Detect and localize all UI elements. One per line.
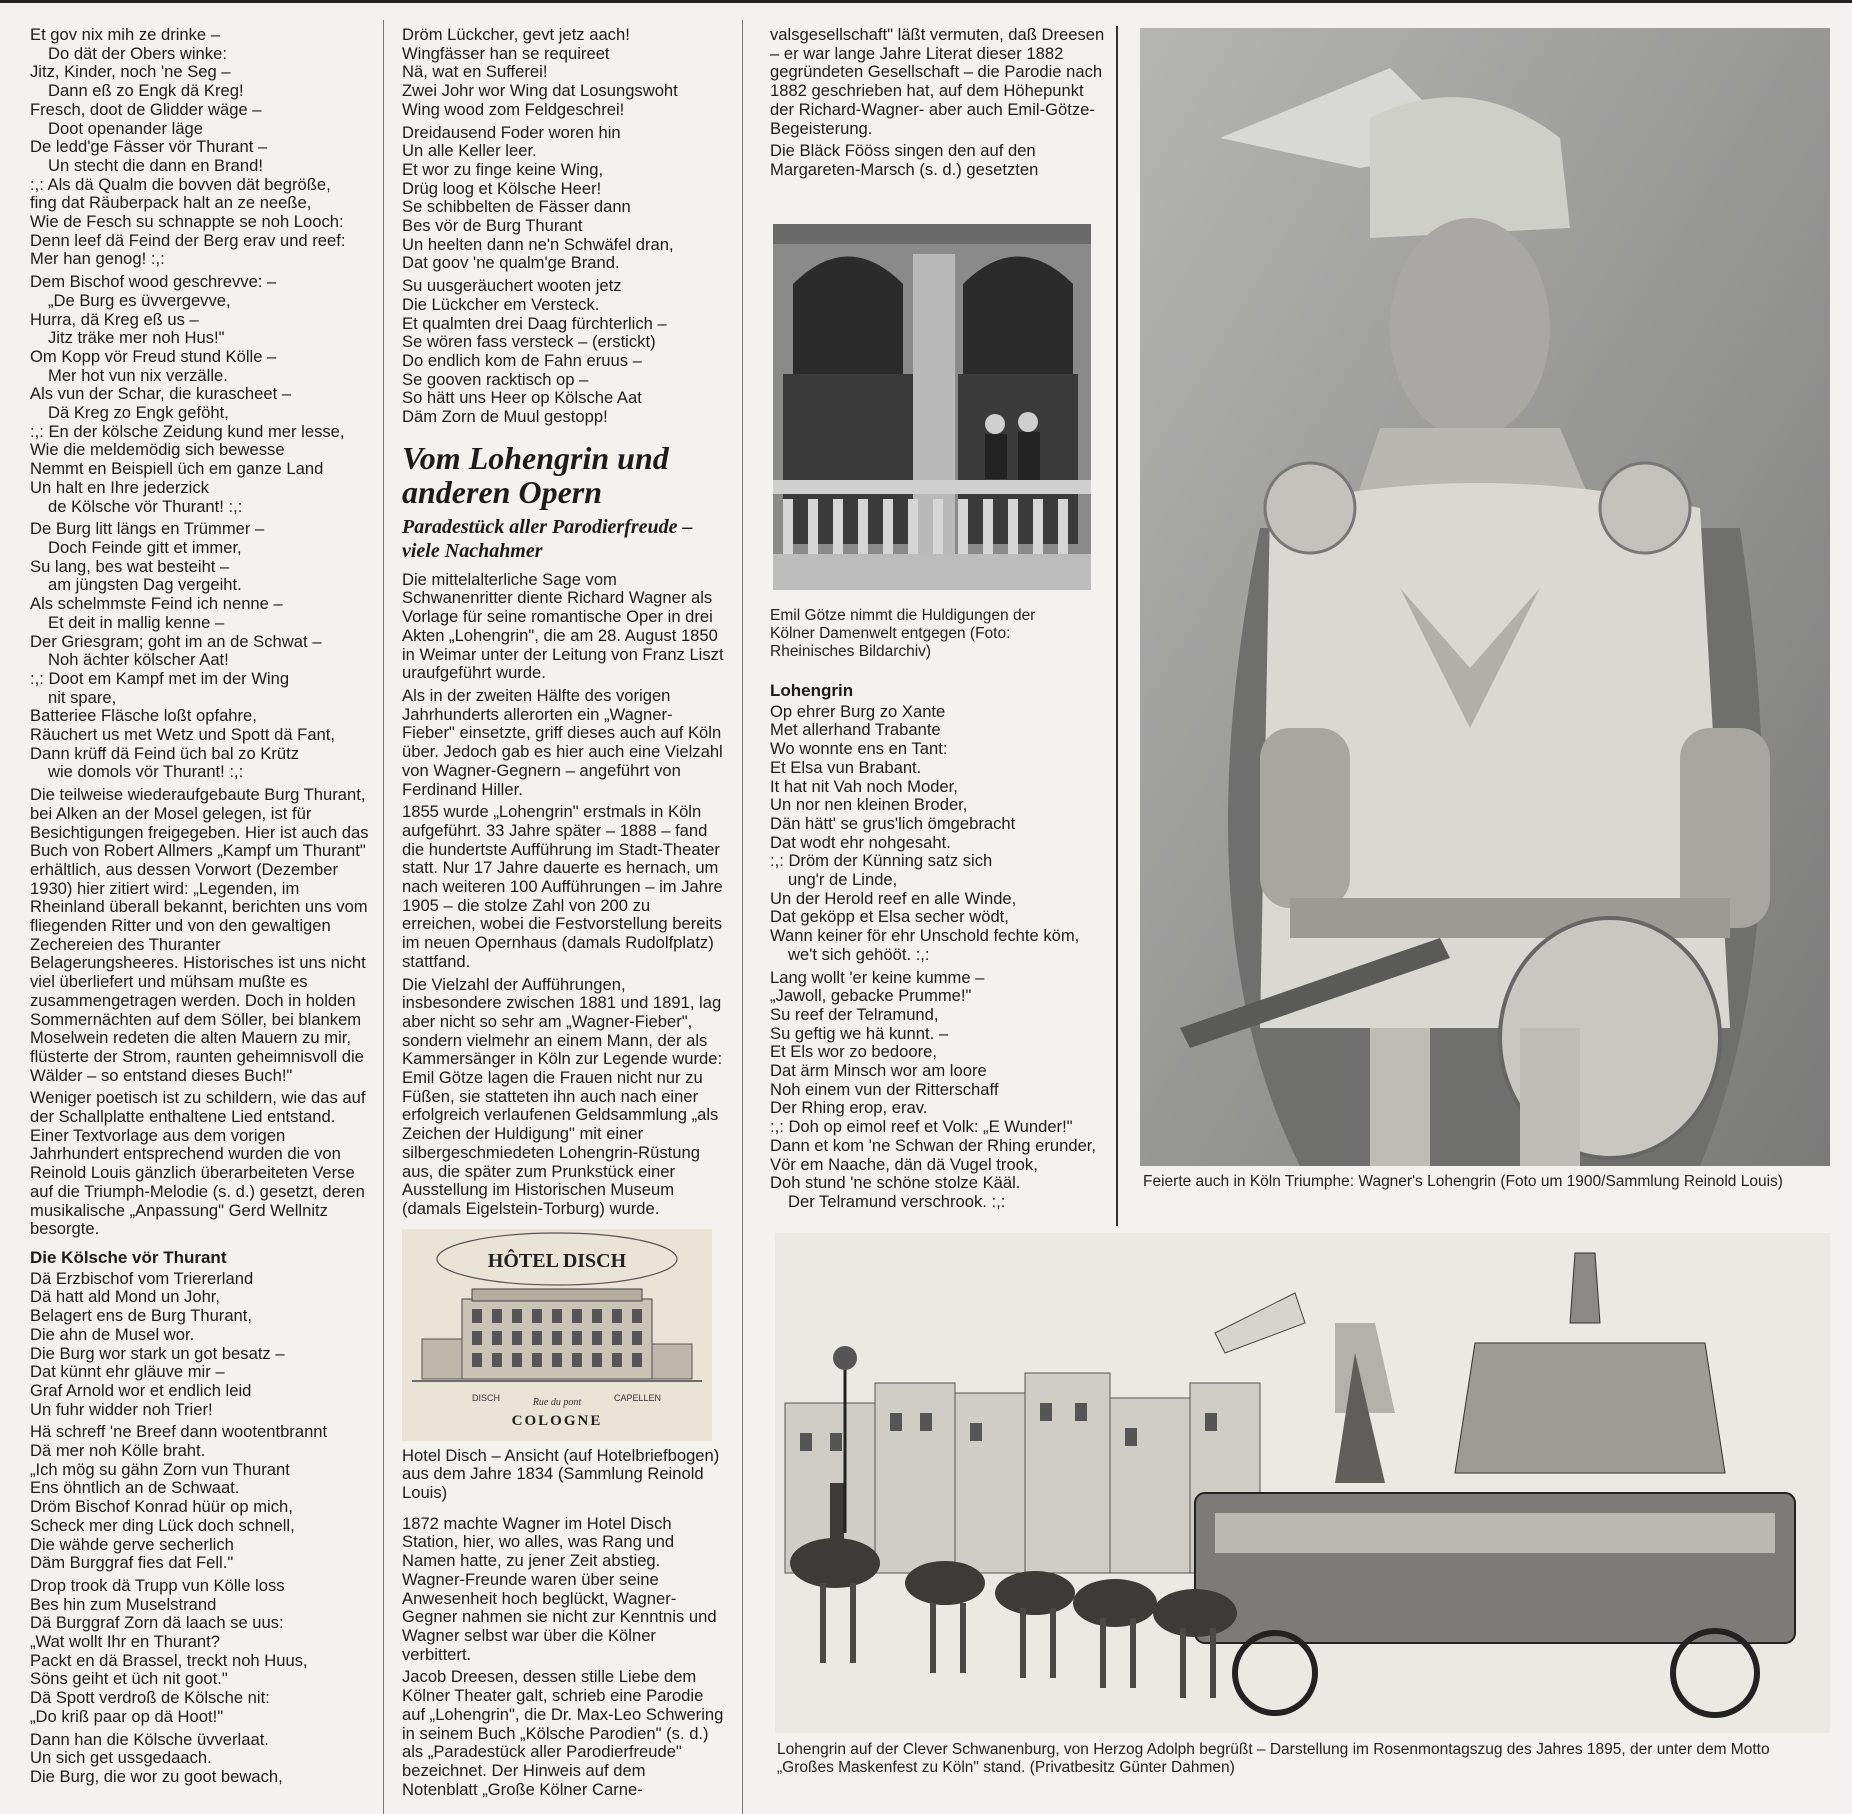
verse-line: Der Griesgram; goht im an de Schwat – — [30, 631, 322, 651]
verse-line: Die Lückcher em Versteck. — [402, 294, 600, 314]
hotel-street-text: Rue du pont — [532, 1396, 582, 1408]
verse-line: Un der Herold reef en alle Winde, — [770, 888, 1017, 908]
song-title: Die Kölsche vör Thurant — [30, 1248, 227, 1267]
verse-line: :,: Doot em Kampf met im der Wing — [30, 668, 290, 688]
verse-line: Dat ärm Minsch wor am loore — [770, 1061, 987, 1081]
verse-line: „Jawoll, gebacke Prumme!" — [770, 986, 972, 1006]
top-rule — [0, 0, 1852, 3]
verse-line: Zwei Johr wor Wing dat Losungswoht — [402, 81, 678, 101]
verse-line: Wo wonnte ens en Tant: — [770, 739, 948, 759]
paragraph: 1872 machte Wagner im Hotel Disch Station, hier, wo alles, was Rang und Namen hatte, zu jener Zeit abstieg. Wagner-Freunde waren über seine Anwesenheit hoch beglückt, Wagner-Gegner nahmen sie nicht zur Kenntnis und Wagner selbst war über die Kölner verbittert. — [402, 1513, 717, 1664]
verse-line: Die wähde gerve secherlich — [30, 1534, 234, 1554]
verse-line: Doch Feinde gitt et immer, — [48, 537, 242, 557]
column-2 — [402, 26, 724, 1803]
verse-line: Fresch, doot de Glidder wäge – — [30, 99, 262, 119]
verse-line: Dä Kreg zo Engk geföht, — [48, 403, 229, 423]
verse-line: Dä Spott verdroß de Kölsche nit: — [30, 1688, 270, 1708]
verse-line: Om Kopp vör Freud stund Kölle – — [30, 346, 277, 366]
verse-line: Un heelten dann ne'n Schwäfel dran, — [402, 234, 674, 254]
hotel-left-text: DISCH — [472, 1392, 501, 1403]
verse-block — [770, 969, 1110, 1212]
verse-line: Dann eß zo Engk dä Kreg! — [48, 81, 244, 101]
verse-line: De ledd'ge Fässer vör Thurant – — [30, 137, 268, 157]
verse-line: De Burg litt längs en Trümmer – — [30, 519, 265, 539]
verse-line: Dröm Lückcher, gevt jetz aach! — [402, 25, 630, 44]
hotel-right-text: CAPELLEN — [614, 1392, 662, 1403]
verse-block — [402, 277, 724, 427]
verse-line: Doh stund 'ne schöne stolze Kääl. — [770, 1173, 1021, 1193]
verse-line: Dat goov 'ne qualm'ge Brand. — [402, 253, 620, 273]
verse-line: Met allerhand Trabante — [770, 720, 941, 740]
verse-line: Se gooven racktisch op – — [402, 369, 589, 389]
verse-line: Su reef der Telramund, — [770, 1004, 939, 1024]
verse-line: Un halt en Ihre jederzick — [30, 477, 209, 497]
verse-line: It hat nit Vah noch Moder, — [770, 776, 958, 796]
verse-line: „Ich mög su gähn Zorn vun Thurant — [30, 1459, 290, 1479]
paragraph: 1855 wurde „Lohengrin" erstmals in Köln aufgeführt. 33 Jahre später – 1888 – fand die hundertste Aufführung im Stadt-Theater statt. Nur 17 Jahre dauerte es hernach, um nach weiteren 100 Aufführungen – im Jahre 1905 – die stolze Zahl von 200 zu erreichen, wobei die Festvorstellung bereits im neuen Opernhaus (damals Rudolfplatz) stattfand. — [402, 802, 723, 971]
column-divider — [742, 20, 743, 1814]
verse-line: Räuchert us met Wetz und Spott dä Fant, — [30, 725, 335, 745]
verse-line: Et gov nix mih ze drinke – — [30, 25, 220, 44]
verse-line: we't sich gehööt. :,: — [788, 944, 930, 964]
verse-line: Op ehrer Burg zo Xante — [770, 701, 946, 721]
hotel-city-text: COLOGNE — [511, 1412, 603, 1429]
verse-line: Als vun der Schar, die kurascheet – — [30, 384, 292, 404]
verse-block — [30, 1423, 370, 1573]
verse-line: Belagert ens de Burg Thurant, — [30, 1306, 253, 1326]
verse-line: Däm Burggraf fies dat Fell." — [30, 1553, 234, 1573]
verse-line: Jitz träke mer noh Hus!" — [48, 328, 225, 348]
verse-block — [30, 273, 370, 516]
verse-line: „De Burg es üvvergevve, — [48, 290, 231, 310]
verse-line: Nä, wat en Sufferei! — [402, 62, 548, 82]
verse-line: Drüg loog et Kölsche Heer! — [402, 178, 602, 198]
verse-line: Die ahn de Musel wor. — [30, 1324, 195, 1344]
column-3 — [770, 26, 1110, 184]
article-subheadline: Paradestück aller Parodierfreude – viele Nachahmer — [402, 515, 693, 562]
verse-line: Dä mer noh Kölle braht. — [30, 1441, 206, 1461]
verse-line: Mer hot vun nix verzälle. — [48, 365, 228, 385]
verse-line: So hätt uns Heer op Kölsche Aat — [402, 388, 642, 408]
verse-line: nit spare, — [48, 687, 117, 707]
paragraph: Als in der zweiten Hälfte des vorigen Jahrhunderts allerorten ein „Wagner-Fieber" einsetzte, griff dieses auch auf Köln über. Jedoch gab es hier auch eine Vielzahl von Wagner-Gegnern – angeführt von Ferdinand Hiller. — [402, 685, 723, 799]
verse-line: Nemmt en Beispiell üch em ganze Land — [30, 459, 324, 479]
image-caption: Feierte auch in Köln Triumphe: Wagner's Lohengrin (Foto um 1900/Sammlung Reinold Louis) — [1143, 1173, 1783, 1190]
verse-line: Bes vör de Burg Thurant — [402, 216, 583, 236]
verse-line: fing dat Räuberpack halt an ze neeße, — [30, 193, 312, 213]
verse-line: Wingfässer han se requireet — [402, 43, 610, 63]
verse-line: Su lang, bes wat besteiht – — [30, 556, 230, 576]
verse-line: Söns geiht et üch nit goot." — [30, 1669, 228, 1689]
verse-line: Drop trook dä Trupp vun Kölle loss — [30, 1575, 285, 1595]
verse-line: Wann keiner för ehr Unschold fechte köm, — [770, 926, 1080, 946]
verse-line: Als schelmmste Feind ich nenne – — [30, 594, 283, 614]
verse-line: Noh einem vun der Ritterschaff — [770, 1079, 999, 1099]
verse-line: am jüngsten Dag vergeiht. — [48, 575, 242, 595]
verse-line: :,: En der kölsche Zeidung kund mer lesse, — [30, 421, 345, 441]
verse-line: Dat geköpp et Elsa secher wödt, — [770, 907, 1009, 927]
verse-line: Denn leef dä Feind der Berg erav und reef: — [30, 230, 346, 250]
verse-line: Die Burg, die wor zu goot bewach, — [30, 1766, 283, 1786]
verse-line: Noh ächter kölscher Aat! — [48, 650, 229, 670]
verse-line: Batteriee Fläsche loßt opfahre, — [30, 706, 257, 726]
article-headline: Vom Lohengrin und anderen Opern — [402, 439, 669, 510]
verse-line: Dän hätt' se grus'lich ömgebracht — [770, 813, 1016, 833]
verse-line: Et deit in mallig kenne – — [48, 612, 225, 632]
verse-line: wie domols vör Thurant! :,: — [48, 762, 244, 782]
verse-line: Dreidausend Foder woren hin — [402, 122, 621, 142]
verse-line: Der Rhing erop, erav. — [770, 1098, 928, 1118]
verse-line: Dat künnt ehr gläuve mir – — [30, 1362, 225, 1382]
image-caption: Hotel Disch – Ansicht (auf Hotelbriefbogen) aus dem Jahre 1834 (Sammlung Reinold Louis) — [402, 1445, 720, 1503]
verse-line: Dann han die Kölsche üvverlaat. — [30, 1729, 269, 1749]
verse-block — [30, 520, 370, 782]
verse-line: Däm Zorn de Muul gestopp! — [402, 407, 608, 427]
paragraph: Die Vielzahl der Aufführungen, insbesondere zwischen 1881 und 1891, lag aber nicht so sehr am „Wagner-Fieber", sondern vielmehr an einem Mann, der als Kammersänger in Köln zur Legende wurde: Emil Götze lagen die Frauen nicht nur zu Füßen, sie statteten ihn auch nach einer erfolgreich verlaufenen Geldsammlung „als Zeichen der Huldigung" mit einer silbergeschmiedeten Lohengrin-Rüstung aus, die später zum Prunkstück einer Ausstellung im Historischen Museum (damals Eigelstein-Torburg) wurde. — [402, 974, 723, 1218]
verse-line: Se wören fass versteck – (erstickt) — [402, 332, 656, 352]
parade-illustration — [775, 1233, 1830, 1733]
verse-line: Wie die meldemödig sich bewesse — [30, 440, 285, 460]
column-3-lower — [770, 682, 1110, 1216]
verse-line: de Kölsche vör Thurant! :,: — [48, 496, 243, 516]
verse-line: Dann et kom 'ne Schwan der Rhing erunder, — [770, 1135, 1097, 1155]
verse-line: Vör em Naache, dän dä Vugel trook, — [770, 1154, 1038, 1174]
verse-line: Hä schreff 'ne Breef dann wootentbrannt — [30, 1422, 328, 1442]
verse-line: Doot openander läge — [48, 118, 203, 138]
verse-line: Un sich get ussgedaach. — [30, 1748, 212, 1768]
verse-line: Un stecht die dann en Brand! — [48, 155, 263, 175]
verse-line: :,: Dröm der Künning satz sich — [770, 851, 993, 871]
verse-line: Graf Arnold wor et endlich leid — [30, 1380, 252, 1400]
verse-line: Un nor nen kleinen Broder, — [770, 795, 968, 815]
verse-line: Dem Bischof wood geschrevve: – — [30, 272, 277, 292]
verse-line: Do endlich kom de Fahn eruus – — [402, 350, 642, 370]
verse-line: Jitz, Kinder, noch 'ne Seg – — [30, 62, 231, 82]
verse-line: :,: Doh op eimol reef et Volk: „E Wunder!" — [770, 1117, 1073, 1137]
verse-line: Lang wollt 'er keine kumme – — [770, 967, 985, 987]
verse-block — [30, 1731, 370, 1787]
verse-line: Et wor zu finge keine Wing, — [402, 159, 604, 179]
image-caption: Lohengrin auf der Clever Schwanenburg, von Herzog Adolph begrüßt – Darstellung im Rosenmontagszug des Jahres 1895, der unter dem Motto „Großes Maskenfest zu Köln" stand. (Privatbesitz Günter Dahmen) — [777, 1741, 1770, 1776]
verse-line: Dröm Bischof Konrad hüür op mich, — [30, 1497, 293, 1517]
verse-line: Hurra, dä Kreg eß us – — [30, 309, 199, 329]
emil-goetze-photo — [773, 224, 1091, 590]
verse-line: Su uusgeräuchert wooten jetz — [402, 276, 622, 296]
paragraph: valsgesellschaft" läßt vermuten, daß Dreesen – er war lange Jahre Literat dieser 1882 gegründeten Gesellschaft – die Parodie nach 1882 geschrieben hat, auf dem Höhepunkt der Richard-Wagner- aber auch Emil-Götze-Begeisterung. — [770, 25, 1105, 138]
verse-line: „Do kriß paar op dä Hoot!" — [30, 1706, 224, 1726]
verse-line: Do dät der Obers winke: — [48, 43, 227, 63]
verse-line: Mer han genog! :,: — [30, 249, 165, 269]
paragraph: Jacob Dreesen, dessen stille Liebe dem Kölner Theater galt, schrieb eine Parodie auf „Lohengrin", die Dr. Max-Leo Schwering in seinem Buch „Kölsche Parodien" (s. d.) als „Paradestück aller Parodierfreude" bezeichnet. Der Hinweis auf dem Notenblatt „Große Kölner Carne- — [402, 1667, 724, 1799]
verse-line: Et Els wor zo bedoore, — [770, 1042, 937, 1062]
verse-line: Un fuhr widder noh Trier! — [30, 1399, 213, 1419]
column-1 — [30, 26, 370, 1791]
verse-block — [30, 1577, 370, 1727]
paragraph: Die mittelalterliche Sage vom Schwanenritter diente Richard Wagner als Vorlage für seine romantische Oper in drei Akten „Lohengrin", die am 28. August 1850 in Weimar unter der Leitung von Franz Liszt uraufgeführt wurde. — [402, 569, 724, 683]
verse-line: Bes hin zum Muselstrand — [30, 1594, 217, 1614]
song-title: Lohengrin — [770, 681, 854, 700]
column-divider — [1116, 26, 1118, 1226]
column-divider — [383, 20, 384, 1814]
verse-block — [770, 703, 1110, 965]
verse-block — [402, 26, 724, 120]
verse-line: Dä hatt ald Mond un Johr, — [30, 1287, 221, 1307]
verse-line: Un alle Keller leer. — [402, 141, 537, 161]
verse-line: Dä Erzbischof vom Triererland — [30, 1268, 254, 1288]
verse-line: Der Telramund verschrook. :,: — [788, 1191, 1006, 1211]
verse-line: Ens öhntlich an de Schwaat. — [30, 1478, 240, 1498]
paragraph: Die Bläck Fööss singen den auf den Margareten-Marsch (s. d.) gesetzten — [770, 141, 1039, 179]
verse-line: :,: Als dä Qualm die bovven dät begröße, — [30, 174, 331, 194]
lohengrin-portrait-photo — [1140, 28, 1830, 1166]
verse-line: Dann krüff dä Feind üch bal zo Krütz — [30, 743, 300, 763]
verse-line: „Wat wollt Ihr en Thurant? — [30, 1632, 220, 1652]
paragraph: Die teilweise wiederaufgebaute Burg Thurant, bei Alken an der Mosel gelegen, ist für Besichtigungen freigegeben. Hier ist auch das Buch von Robert Allmers „Kampf um Thurant" erhältlich, aus dessen Vorwort (Dezember 1930) hier zitiert wird: „Legenden, im Rheinland überall bekannt, berichten uns vom fliegenden Ritter und von den gewaltigen Zechereien des Thuranter Belagerungsheeres. Historisches ist uns nicht viel überliefert und mühsam mußte es zusammengetragen werden. Doch in holden Sommernächten auf dem Söller, bei blankem Moselwein redeten die alten Mauern zu mir, flüsterte der Strom, raunten geheimnisvoll die Wälder – so entstand dieses Buch!" — [30, 785, 369, 1085]
paragraph: Weniger poetisch ist zu schildern, wie das auf der Schallplatte enthaltene Lied entstand. Einer Textvorlage aus dem vorigen Jahrhundert entsprechend wurden die von Reinold Louis gänzlich überarbeiteten Verse auf die Triumph-Melodie (s. d.) gesetzt, deren musikalische „Anpassung" Gerd Wellnitz besorgte. — [30, 1088, 366, 1239]
verse-line: Wing wood zom Feldgeschrei! — [402, 99, 625, 119]
verse-line: Se schibbelten de Fässer dann — [402, 197, 631, 217]
verse-block — [402, 124, 724, 274]
verse-line: Die Burg wor stark un got besatz – — [30, 1343, 285, 1363]
verse-block — [30, 1270, 370, 1420]
verse-line: Su geftig we hä kunnt. – — [770, 1023, 949, 1043]
verse-line: Dä Burggraf Zorn dä laach se uus: — [30, 1613, 284, 1633]
verse-line: Wie de Fesch su schnappte se noh Looch: — [30, 212, 344, 232]
verse-line: Dat wodt ehr nohgesaht. — [770, 832, 951, 852]
verse-line: Et Elsa vun Brabant. — [770, 757, 922, 777]
verse-block — [30, 26, 370, 269]
verse-line: Packt en dä Brassel, treckt noh Huus, — [30, 1650, 308, 1670]
verse-line: Et qualmten drei Daag fürchterlich – — [402, 313, 667, 333]
hotel-title-text: HÔTEL DISCH — [487, 1249, 627, 1272]
verse-line: ung'r de Linde, — [788, 870, 898, 890]
hotel-disch-image — [402, 1229, 712, 1441]
verse-line: Scheck mer ding Lück doch schnell, — [30, 1515, 295, 1535]
image-caption: Emil Götze nimmt die Huldigungen der Kölner Damenwelt entgegen (Foto: Rheinisches Bildarchiv) — [770, 607, 1036, 660]
